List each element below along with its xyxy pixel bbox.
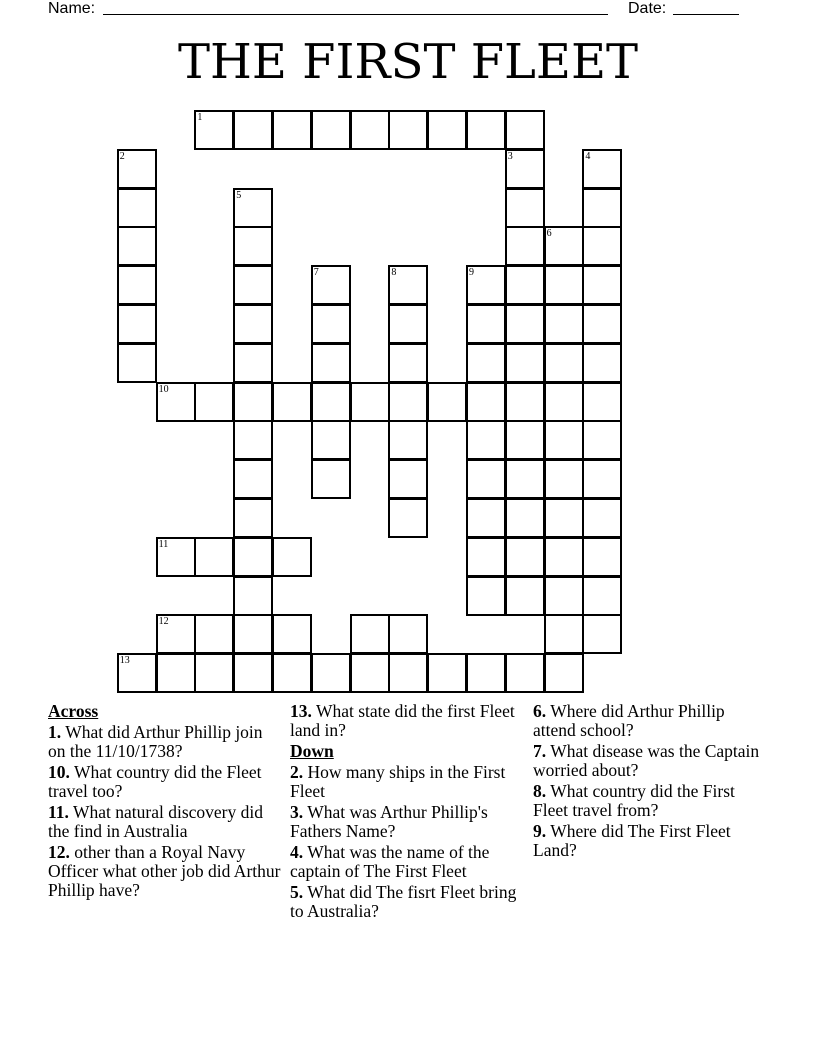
- grid-cell[interactable]: [311, 653, 351, 693]
- grid-cell[interactable]: [272, 110, 312, 150]
- grid-cell[interactable]: [388, 653, 428, 693]
- grid-cell[interactable]: [544, 653, 584, 693]
- grid-cell[interactable]: [544, 459, 584, 499]
- grid-cell[interactable]: [582, 343, 622, 383]
- clue-number: 2: [119, 150, 125, 162]
- down-heading: Down: [290, 741, 334, 761]
- grid-cell[interactable]: [427, 653, 467, 693]
- grid-cell[interactable]: [388, 614, 428, 654]
- clue-down-3: 3. What was Arthur Phillip's Fathers Name?: [290, 802, 488, 841]
- grid-cell[interactable]: [466, 537, 506, 577]
- grid-cell[interactable]: [427, 110, 467, 150]
- clue-down-4: 4. What was the name of the captain of The First Fleet: [290, 842, 490, 881]
- grid-cell[interactable]: [350, 110, 390, 150]
- grid-cell[interactable]: [311, 459, 351, 499]
- clue-down-6: 6. Where did Arthur Phillip attend school?: [533, 701, 725, 740]
- grid-cell[interactable]: [544, 382, 584, 422]
- clue-column-2: [290, 702, 526, 923]
- clue-number: 7: [313, 267, 319, 279]
- clue-number: 8: [391, 267, 397, 279]
- grid-cell[interactable]: [544, 304, 584, 344]
- grid-cell[interactable]: [311, 110, 351, 150]
- grid-cell[interactable]: [582, 265, 622, 305]
- clue-across-12: 12. other than a Royal Navy Officer what other job did Arthur Phillip have?: [48, 842, 281, 900]
- grid-cell[interactable]: [582, 576, 622, 616]
- grid-cell[interactable]: [388, 304, 428, 344]
- grid-cell[interactable]: [311, 343, 351, 383]
- grid-cell[interactable]: [388, 110, 428, 150]
- across-heading: Across: [48, 701, 99, 721]
- grid-cell[interactable]: [582, 304, 622, 344]
- grid-cell[interactable]: [311, 382, 351, 422]
- clue-number: 6: [546, 228, 552, 240]
- grid-cell[interactable]: [233, 110, 273, 150]
- clue-down-9: 9. Where did The First Fleet Land?: [533, 821, 731, 860]
- grid-cell[interactable]: [117, 188, 157, 228]
- grid-cell[interactable]: [233, 498, 273, 538]
- grid-cell[interactable]: [466, 382, 506, 422]
- clue-across-10: 10. What country did the Fleet travel too?: [48, 762, 262, 801]
- grid-cell[interactable]: [156, 537, 196, 577]
- grid-cell[interactable]: [544, 343, 584, 383]
- grid-cell[interactable]: [544, 265, 584, 305]
- grid-cell[interactable]: [505, 537, 545, 577]
- clue-number: 4: [585, 150, 591, 162]
- grid-cell[interactable]: [350, 382, 390, 422]
- grid-cell[interactable]: [194, 614, 234, 654]
- grid-cell[interactable]: [582, 537, 622, 577]
- clue-across-13: 13. What state did the first Fleet land in?: [290, 701, 515, 740]
- clue-down-7: 7. What disease was the Captain worried about?: [533, 741, 760, 780]
- grid-cell[interactable]: [117, 226, 157, 266]
- grid-cell[interactable]: [233, 653, 273, 693]
- grid-cell[interactable]: [233, 537, 273, 577]
- grid-cell[interactable]: [233, 382, 273, 422]
- grid-cell[interactable]: [311, 420, 351, 460]
- grid-cell[interactable]: [117, 343, 157, 383]
- grid-cell[interactable]: [272, 653, 312, 693]
- grid-cell[interactable]: [117, 265, 157, 305]
- grid-cell[interactable]: [505, 498, 545, 538]
- grid-cell[interactable]: [544, 420, 584, 460]
- grid-cell[interactable]: [388, 420, 428, 460]
- grid-cell[interactable]: [233, 343, 273, 383]
- grid-cell[interactable]: [233, 420, 273, 460]
- grid-cell[interactable]: [544, 537, 584, 577]
- grid-cell[interactable]: [582, 498, 622, 538]
- grid-cell[interactable]: [505, 304, 545, 344]
- grid-cell[interactable]: [582, 382, 622, 422]
- clue-column-3: [533, 702, 769, 862]
- grid-cell[interactable]: [505, 576, 545, 616]
- grid-cell[interactable]: [194, 382, 234, 422]
- grid-cell[interactable]: [194, 653, 234, 693]
- clue-across-1: 1. What did Arthur Phillip join on the 11/10/1738?: [48, 722, 263, 761]
- clue-number: 12: [158, 616, 169, 628]
- grid-cell[interactable]: [388, 343, 428, 383]
- grid-cell[interactable]: [156, 653, 196, 693]
- grid-cell[interactable]: [466, 110, 506, 150]
- grid-cell[interactable]: [466, 498, 506, 538]
- grid-cell[interactable]: [466, 653, 506, 693]
- grid-cell[interactable]: [388, 498, 428, 538]
- grid-cell[interactable]: [505, 382, 545, 422]
- grid-cell[interactable]: [544, 226, 584, 266]
- clue-across-11: 11. What natural discovery did the find in Australia: [48, 802, 263, 841]
- grid-cell[interactable]: [388, 382, 428, 422]
- clue-number: 9: [469, 267, 474, 279]
- grid-cell[interactable]: [505, 265, 545, 305]
- clue-number: 1: [197, 112, 203, 123]
- clue-down-2: 2. How many ships in the First Fleet: [290, 762, 506, 801]
- grid-cell[interactable]: [117, 304, 157, 344]
- clue-number: 13: [119, 655, 130, 667]
- grid-cell[interactable]: [582, 188, 622, 228]
- grid-cell[interactable]: [194, 110, 234, 150]
- date-label: Date:: [628, 0, 667, 17]
- grid-cell[interactable]: [388, 265, 428, 305]
- name-label: Name:: [48, 0, 96, 17]
- grid-cell[interactable]: [350, 614, 390, 654]
- grid-cell[interactable]: [466, 576, 506, 616]
- grid-cell[interactable]: [156, 614, 196, 654]
- grid-cell[interactable]: [466, 420, 506, 460]
- grid-cell[interactable]: [505, 653, 545, 693]
- grid-cell[interactable]: [311, 265, 351, 305]
- grid-cell[interactable]: [388, 459, 428, 499]
- puzzle-title: THE FIRST FLEET: [177, 34, 638, 90]
- grid-cell[interactable]: [156, 382, 196, 422]
- clue-number: 3: [507, 150, 513, 162]
- grid-cell[interactable]: [233, 459, 273, 499]
- grid-cell[interactable]: [272, 382, 312, 422]
- clue-down-8: 8. What country did the First Fleet travel from?: [533, 781, 735, 820]
- grid-cell[interactable]: [505, 110, 545, 150]
- grid-cell[interactable]: [544, 614, 584, 654]
- grid-cell[interactable]: [582, 149, 622, 189]
- grid-cell[interactable]: [505, 343, 545, 383]
- clue-number: 5: [236, 189, 242, 201]
- grid-cell[interactable]: [350, 653, 390, 693]
- clue-number: 11: [158, 538, 169, 550]
- grid-cell[interactable]: [427, 382, 467, 422]
- grid-cell[interactable]: [233, 265, 273, 305]
- grid-cell[interactable]: [233, 614, 273, 654]
- grid-cell[interactable]: [582, 614, 622, 654]
- grid-cell[interactable]: [505, 226, 545, 266]
- clue-number: 10: [158, 383, 169, 395]
- grid-cell[interactable]: [233, 576, 273, 616]
- clue-column-1: [48, 702, 284, 902]
- grid-cell[interactable]: [466, 304, 506, 344]
- grid-cell[interactable]: [505, 149, 545, 189]
- grid-cell[interactable]: [582, 459, 622, 499]
- grid-cell[interactable]: [582, 226, 622, 266]
- grid-cell[interactable]: [233, 304, 273, 344]
- grid-cell[interactable]: [544, 576, 584, 616]
- grid-cell[interactable]: [544, 498, 584, 538]
- grid-cell[interactable]: [466, 459, 506, 499]
- grid-cell[interactable]: [311, 304, 351, 344]
- grid-cell[interactable]: [117, 149, 157, 189]
- grid-cell[interactable]: [194, 537, 234, 577]
- grid-cell[interactable]: [466, 343, 506, 383]
- grid-cell[interactable]: [272, 614, 312, 654]
- grid-cell[interactable]: [582, 420, 622, 460]
- grid-cell[interactable]: [466, 265, 506, 305]
- grid-cell[interactable]: [505, 459, 545, 499]
- grid-cell[interactable]: [233, 188, 273, 228]
- grid-cell[interactable]: [233, 226, 273, 266]
- grid-cell[interactable]: [505, 420, 545, 460]
- grid-cell[interactable]: [272, 537, 312, 577]
- grid-cell[interactable]: [117, 653, 157, 693]
- grid-cell[interactable]: [505, 188, 545, 228]
- clue-down-5: 5. What did The fisrt Fleet bring to Australia?: [290, 882, 517, 921]
